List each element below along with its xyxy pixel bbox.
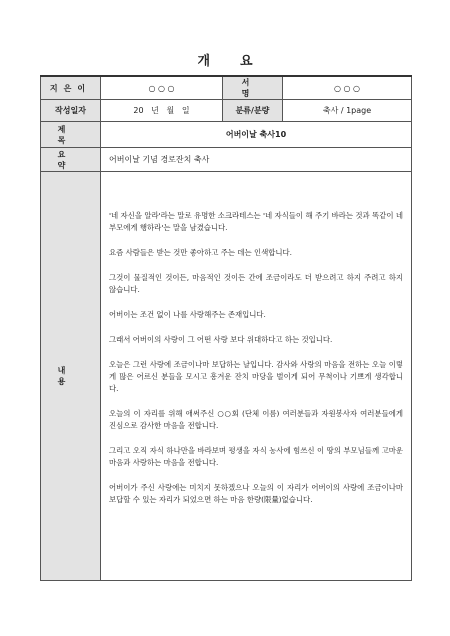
- signature-label: 서 명: [223, 76, 283, 100]
- date-value: 20 년 월 일: [101, 100, 223, 122]
- content-paragraph: 그래서 어버이의 사랑이 그 어떤 사랑 보다 위대하다고 하는 것입니다.: [109, 335, 333, 344]
- summary-table: [40, 75, 412, 581]
- category-value: 축사 / 1page: [283, 100, 412, 122]
- subject-label: 제 목: [41, 122, 101, 148]
- summary-value: 어버이날 기념 경로잔치 축사: [101, 148, 412, 172]
- content-paragraph: 오늘은 그런 사랑에 조금이나마 보답하는 날입니다. 감사와 사랑의 마음을 전하는 오늘 이렇게 많은 어르신 분들을 모시고 흥겨운 잔치 마당을 벌이게 되어 무척이나 기쁘게 생각합니다.: [109, 360, 403, 393]
- category-label: 분류/분량: [223, 100, 283, 122]
- subject-value: 어버이날 축사10: [101, 122, 412, 148]
- content-cell: [101, 172, 412, 581]
- author-label: 지은이: [41, 76, 101, 100]
- content-paragraph: 그리고 오직 자식 하나만을 바라보며 평생을 자식 농사에 힘쓰신 이 땅의 부모님들께 고마운 마음과 사랑하는 마음을 전합니다.: [109, 446, 403, 467]
- content-paragraph: 요즘 사람들은 받는 것만 좋아하고 주는 데는 인색합니다.: [109, 248, 293, 257]
- content-paragraph: 그것이 물질적인 것이든, 마음적인 것이든 간에 조금이라도 더 받으려고 하지 주려고 하지 않습니다.: [109, 273, 403, 294]
- content-paragraph: '네 자신을 알라'라는 말로 유명한 소크라테스는 '네 자식들이 해 주기 바라는 것과 똑같이 네 부모에게 행하라'는 말을 남겼습니다.: [109, 211, 403, 232]
- page-title: 개요: [197, 54, 283, 69]
- content-paragraph: 어버이는 조건 없이 나를 사랑해주는 존재입니다.: [109, 310, 266, 319]
- content-paragraph: 오늘의 이 자리를 위해 애써주신 ○○회 (단체 이름) 여러분들과 자원봉사자 여러분들에게 진심으로 감사한 마음을 전합니다.: [109, 409, 403, 430]
- author-value: ○ ○ ○: [101, 76, 223, 100]
- signature-value: ○ ○ ○: [283, 76, 412, 100]
- date-label: 작성일자: [41, 100, 101, 122]
- content-paragraph: 어버이가 주신 사랑에는 미치지 못하겠으나 오늘의 이 자리가 어버이의 사랑에 조금이나마 보답할 수 있는 자리가 되었으면 하는 마음 한량(限量)없습니다.: [109, 483, 403, 504]
- summary-label: 요 약: [41, 148, 101, 172]
- content-label: 내 용: [41, 172, 101, 581]
- content-body: [101, 172, 411, 529]
